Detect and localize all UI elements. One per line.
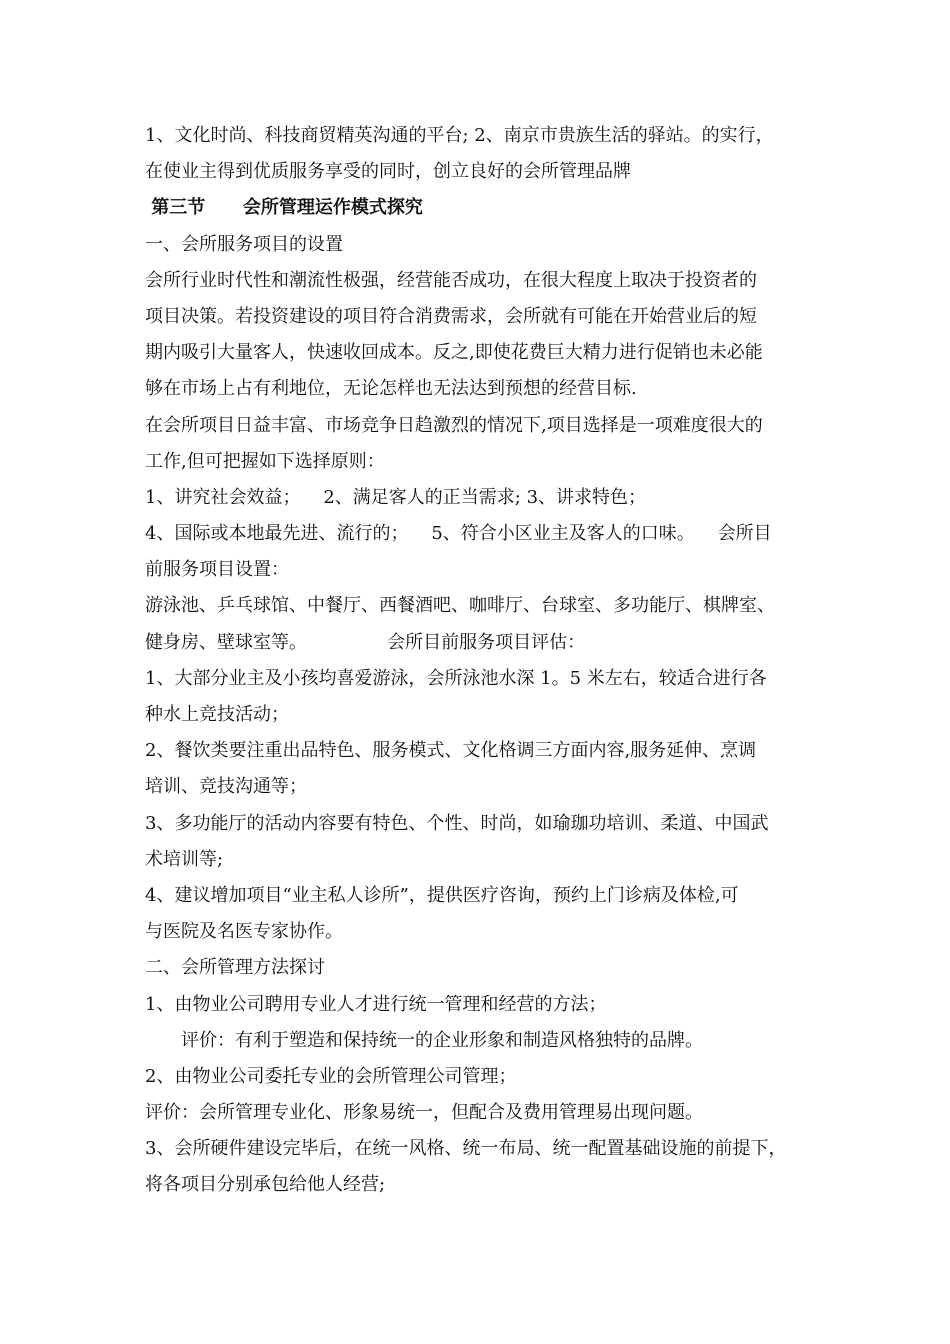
text-line: 培训、竞技沟通等； — [145, 776, 307, 798]
text-line: 游泳池、乒乓球馆、中餐厅、西餐酒吧、咖啡厅、台球室、多功能厅、棋牌室、 — [145, 595, 775, 617]
text-line: 工作,但可把握如下选择原则： — [145, 450, 385, 472]
text-line: 种水上竞技活动； — [145, 704, 289, 725]
document-body — [145, 118, 835, 1204]
text-line: 在会所项目日益丰富、市场竞争日趋激烈的情况下,项目选择是一项难度很大的 — [145, 414, 763, 436]
text-line: 将各项目分别承包给他人经营; — [145, 1174, 386, 1196]
text-line: 评价：会所管理专业化、形象易统一，但配合及费用管理易出现问题。 — [145, 1102, 703, 1124]
text-line: 1、大部分业主及小孩均喜爱游泳，会所泳池水深 1。5 米左右，较适合进行各 — [145, 667, 767, 689]
subsection-heading: 二、会所管理方法探讨 — [145, 957, 325, 979]
text-line: 健身房、壁球室等。 会所目前服务项目评估： — [145, 631, 586, 653]
text-line: 1、讲究社会效益； 2、满足客人的正当需求; 3、讲求特色； — [145, 486, 647, 508]
text-line: 项目决策。若投资建设的项目符合消费需求，会所就有可能在开始营业后的短 — [145, 305, 757, 327]
text-line: 2、餐饮类要注重出品特色、服务模式、文化格调三方面内容,服务延伸、烹调 — [145, 740, 757, 762]
text-line: 4、国际或本地最先进、流行的； 5、符合小区业主及客人的口味。 会所目 — [145, 523, 772, 545]
text-line: 1、由物业公司聘用专业人才进行统一管理和经营的方法； — [145, 993, 607, 1015]
text-line: 够在市场上占有利地位，无论怎样也无法达到预想的经营目标. — [145, 378, 637, 400]
text-line: 3、多功能厅的活动内容要有特色、个性、时尚，如瑜珈功培训、柔道、中国武 — [145, 812, 769, 834]
text-line: 2、由物业公司委托专业的会所管理公司管理； — [145, 1065, 517, 1087]
text-line: 前服务项目设置： — [145, 559, 289, 581]
text-line: 术培训等; — [145, 848, 224, 870]
text-line: 3、会所硬件建设完毕后，在统一风格、统一布局、统一配置基础设施的前提下， — [145, 1138, 787, 1160]
section-heading: 第三节 会所管理运作模式探究 — [145, 197, 423, 219]
text-line: 与医院及名医专家协作。 — [145, 921, 343, 943]
text-line: 会所行业时代性和潮流性极强，经营能否成功，在很大程度上取决于投资者的 — [145, 269, 757, 291]
text-line: 4、建议增加项目“业主私人诊所”，提供医疗咨询，预约上门诊病及体检,可 — [145, 884, 739, 906]
text-line: 评价：有利于塑造和保持统一的企业形象和制造风格独特的品牌。 — [181, 1029, 703, 1051]
text-line: 1、文化时尚、科技商贸精英沟通的平台; 2、南京市贵族生活的驿站。的实行， — [145, 125, 774, 146]
text-line: 期内吸引大量客人，快速收回成本。反之,即使花费巨大精力进行促销也未必能 — [145, 342, 763, 364]
text-line: 在使业主得到优质服务享受的同时，创立良好的会所管理品牌 — [145, 161, 631, 183]
subsection-heading: 一、会所服务项目的设置 — [145, 233, 343, 255]
